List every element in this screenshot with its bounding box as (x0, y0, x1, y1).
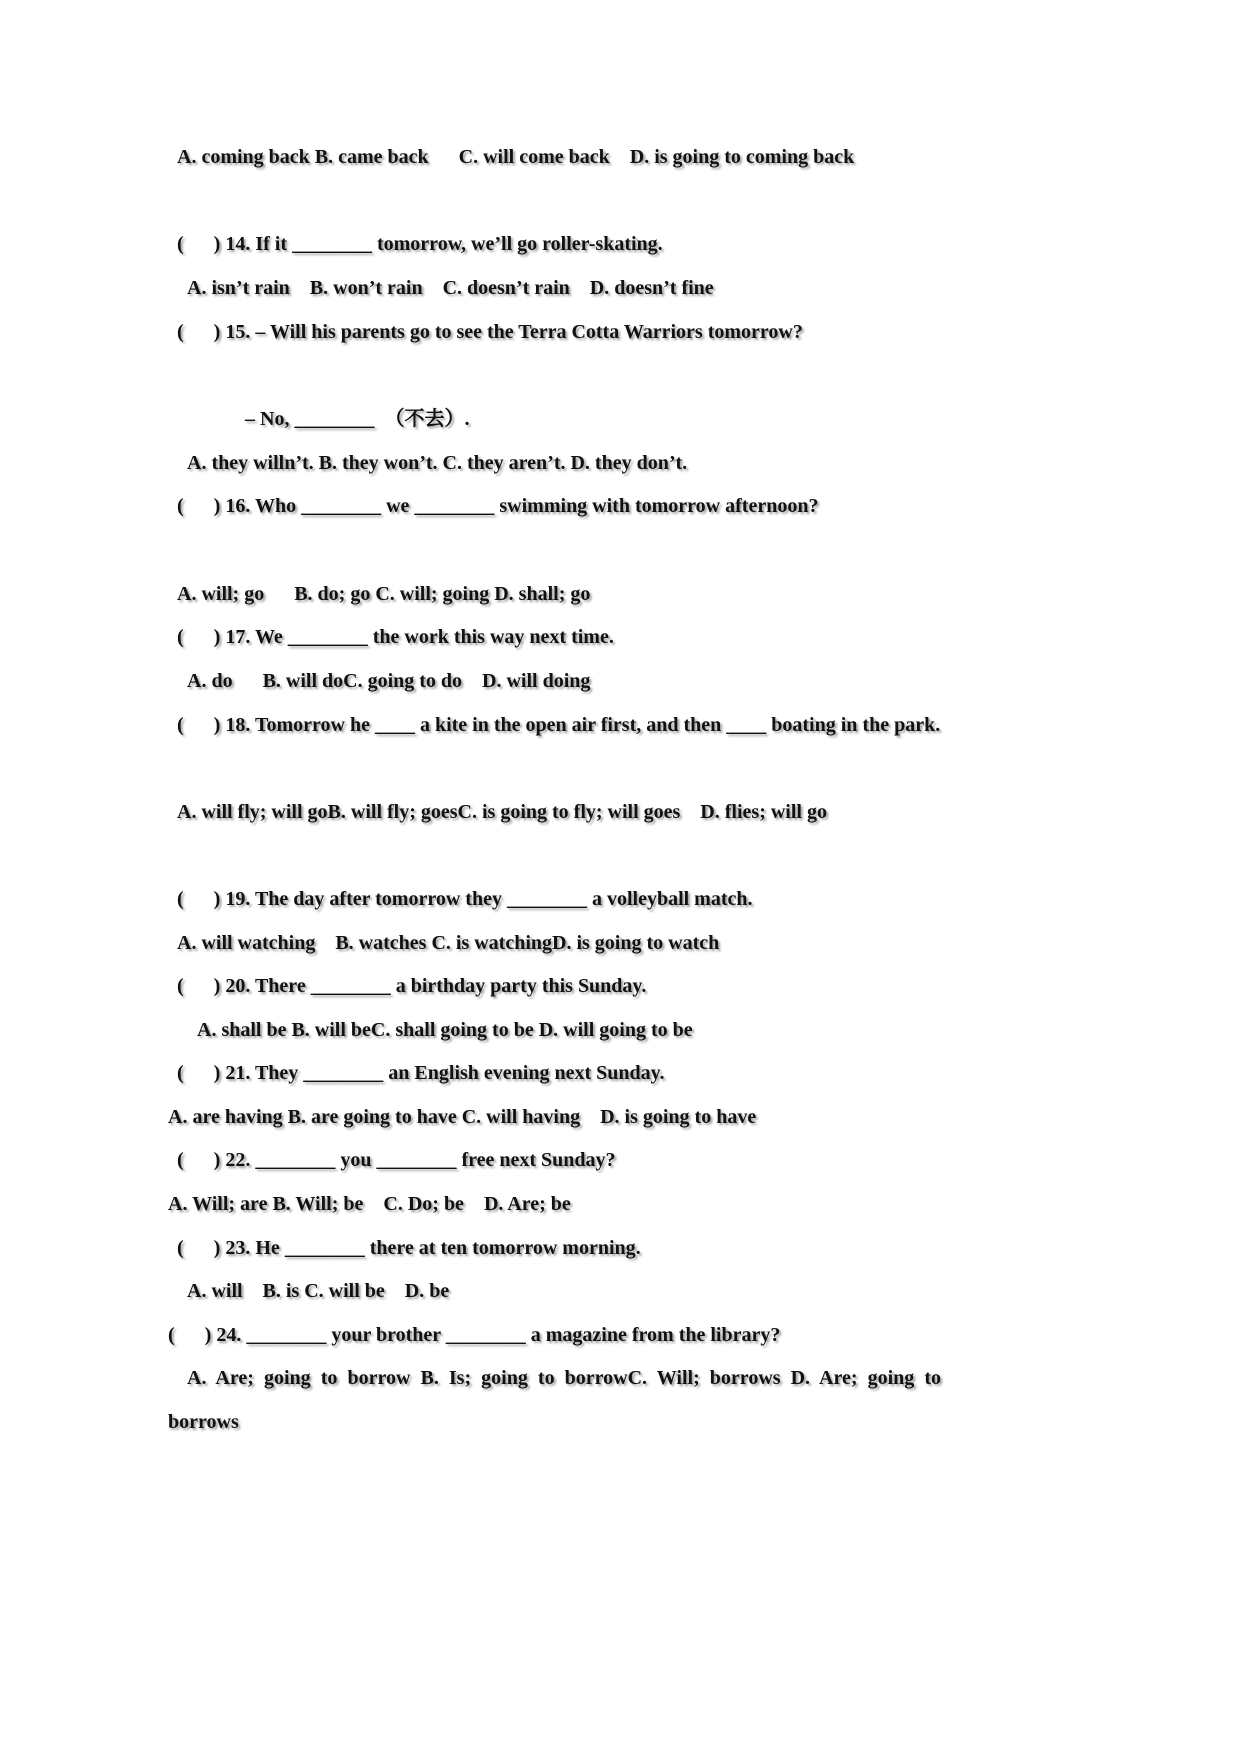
q21-options: A. are having B. are going to have C. will having D. is going to have (168, 1106, 757, 1128)
q14-options: A. isn’t rain B. won’t rain C. doesn’t rain D. doesn’t fine (187, 277, 714, 299)
q20-options: A. shall be B. will beC. shall going to be D. will going to be (197, 1019, 693, 1041)
q18-options: A. will fly; will goB. will fly; goesC. is going to fly; will goes D. flies; will go (177, 801, 827, 823)
q24-options: A. Are; going to borrow B. Is; going to borrowC. Will; borrows D. Are; going to (187, 1367, 941, 1389)
q22-stem: ( ) 22. ________ you ________ free next Sunday? (177, 1149, 616, 1171)
q15-options: A. they willn’t. B. they won’t. C. they aren’t. D. they don’t. (187, 452, 688, 474)
q16-stem: ( ) 16. Who ________ we ________ swimming with tomorrow afternoon? (177, 495, 819, 517)
q15-answer-line: – No, ________ （不去）. (245, 408, 470, 430)
q24-options-continued: borrows (168, 1411, 239, 1433)
q15-stem: ( ) 15. – Will his parents go to see the Terra Cotta Warriors tomorrow? (177, 321, 803, 343)
q13-options: A. coming back B. came back C. will come back D. is going to coming back (177, 146, 855, 168)
q20-stem: ( ) 20. There ________ a birthday party this Sunday. (177, 975, 647, 997)
q23-options: A. will B. is C. will be D. be (187, 1280, 450, 1302)
q22-options: A. Will; are B. Will; be C. Do; be D. Are; be (168, 1193, 571, 1215)
q17-options: A. do B. will doC. going to do D. will doing (187, 670, 591, 692)
q19-options: A. will watching B. watches C. is watchingD. is going to watch (177, 932, 720, 954)
q19-stem: ( ) 19. The day after tomorrow they ________ a volleyball match. (177, 888, 753, 910)
q24-stem: ( ) 24. ________ your brother ________ a magazine from the library? (168, 1324, 781, 1346)
q14-stem: ( ) 14. If it ________ tomorrow, we’ll go roller-skating. (177, 233, 663, 255)
q17-stem: ( ) 17. We ________ the work this way next time. (177, 626, 614, 648)
q21-stem: ( ) 21. They ________ an English evening next Sunday. (177, 1062, 665, 1084)
q16-options: A. will; go B. do; go C. will; going D. shall; go (177, 583, 591, 605)
q23-stem: ( ) 23. He ________ there at ten tomorrow morning. (177, 1237, 641, 1259)
q18-stem: ( ) 18. Tomorrow he ____ a kite in the open air first, and then ____ boating in the park. (177, 714, 941, 736)
